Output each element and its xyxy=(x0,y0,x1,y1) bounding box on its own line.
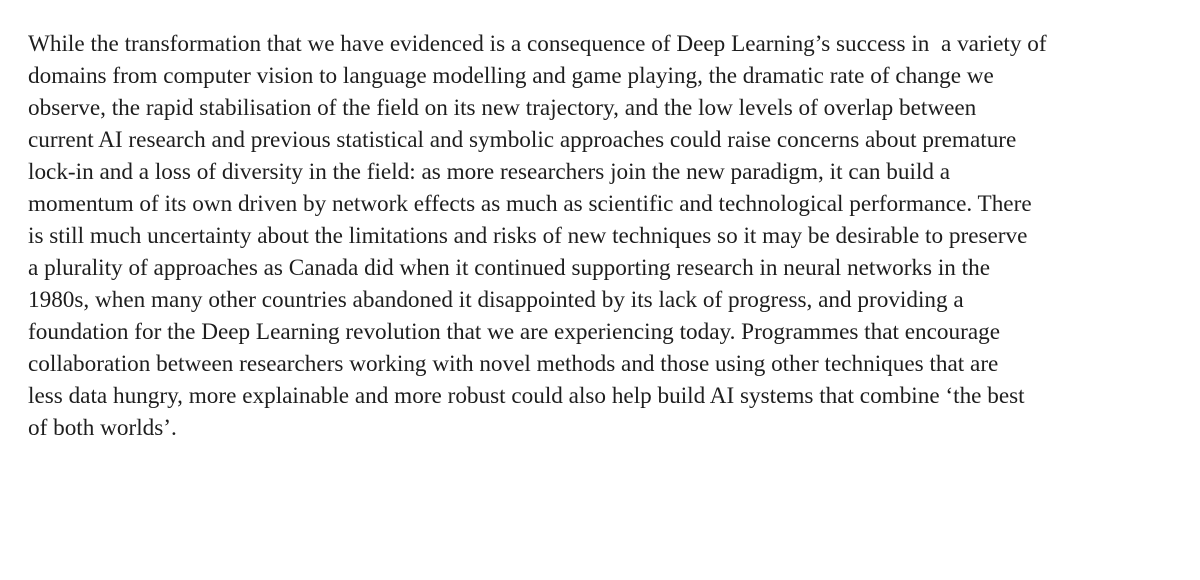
paragraph-line-4: current AI research and previous statistical and symbolic approaches could raise concerns about premature xyxy=(28,127,1017,153)
paragraph-line-1: While the transformation that we have evidenced is a consequence of Deep Learning’s success in a variety of xyxy=(28,31,1047,57)
paragraph-line-11: collaboration between researchers working with novel methods and those using other techniques that are xyxy=(28,351,999,377)
paragraph-line-13: of both worlds’. xyxy=(28,415,177,441)
paragraph-line-3: observe, the rapid stabilisation of the field on its new trajectory, and the low levels of overlap between xyxy=(28,95,977,121)
paragraph-line-5: lock-in and a loss of diversity in the field: as more researchers join the new paradigm, it can build a xyxy=(28,159,951,185)
body-paragraph xyxy=(28,28,1188,444)
paragraph-line-10: foundation for the Deep Learning revolution that we are experiencing today. Programmes that encourage xyxy=(28,319,1001,345)
paragraph-line-2: domains from computer vision to language modelling and game playing, the dramatic rate of change we xyxy=(28,63,994,89)
paragraph-line-7: is still much uncertainty about the limitations and risks of new techniques so it may be desirable to preserve xyxy=(28,223,1028,249)
paragraph-line-8: a plurality of approaches as Canada did when it continued supporting research in neural networks in the xyxy=(28,255,990,281)
paragraph-line-6: momentum of its own driven by network effects as much as scientific and technological performance. There xyxy=(28,191,1032,217)
paragraph-line-9: 1980s, when many other countries abandoned it disappointed by its lack of progress, and providing a xyxy=(28,287,964,313)
paragraph-line-12: less data hungry, more explainable and more robust could also help build AI systems that combine ‘the best xyxy=(28,383,1025,409)
